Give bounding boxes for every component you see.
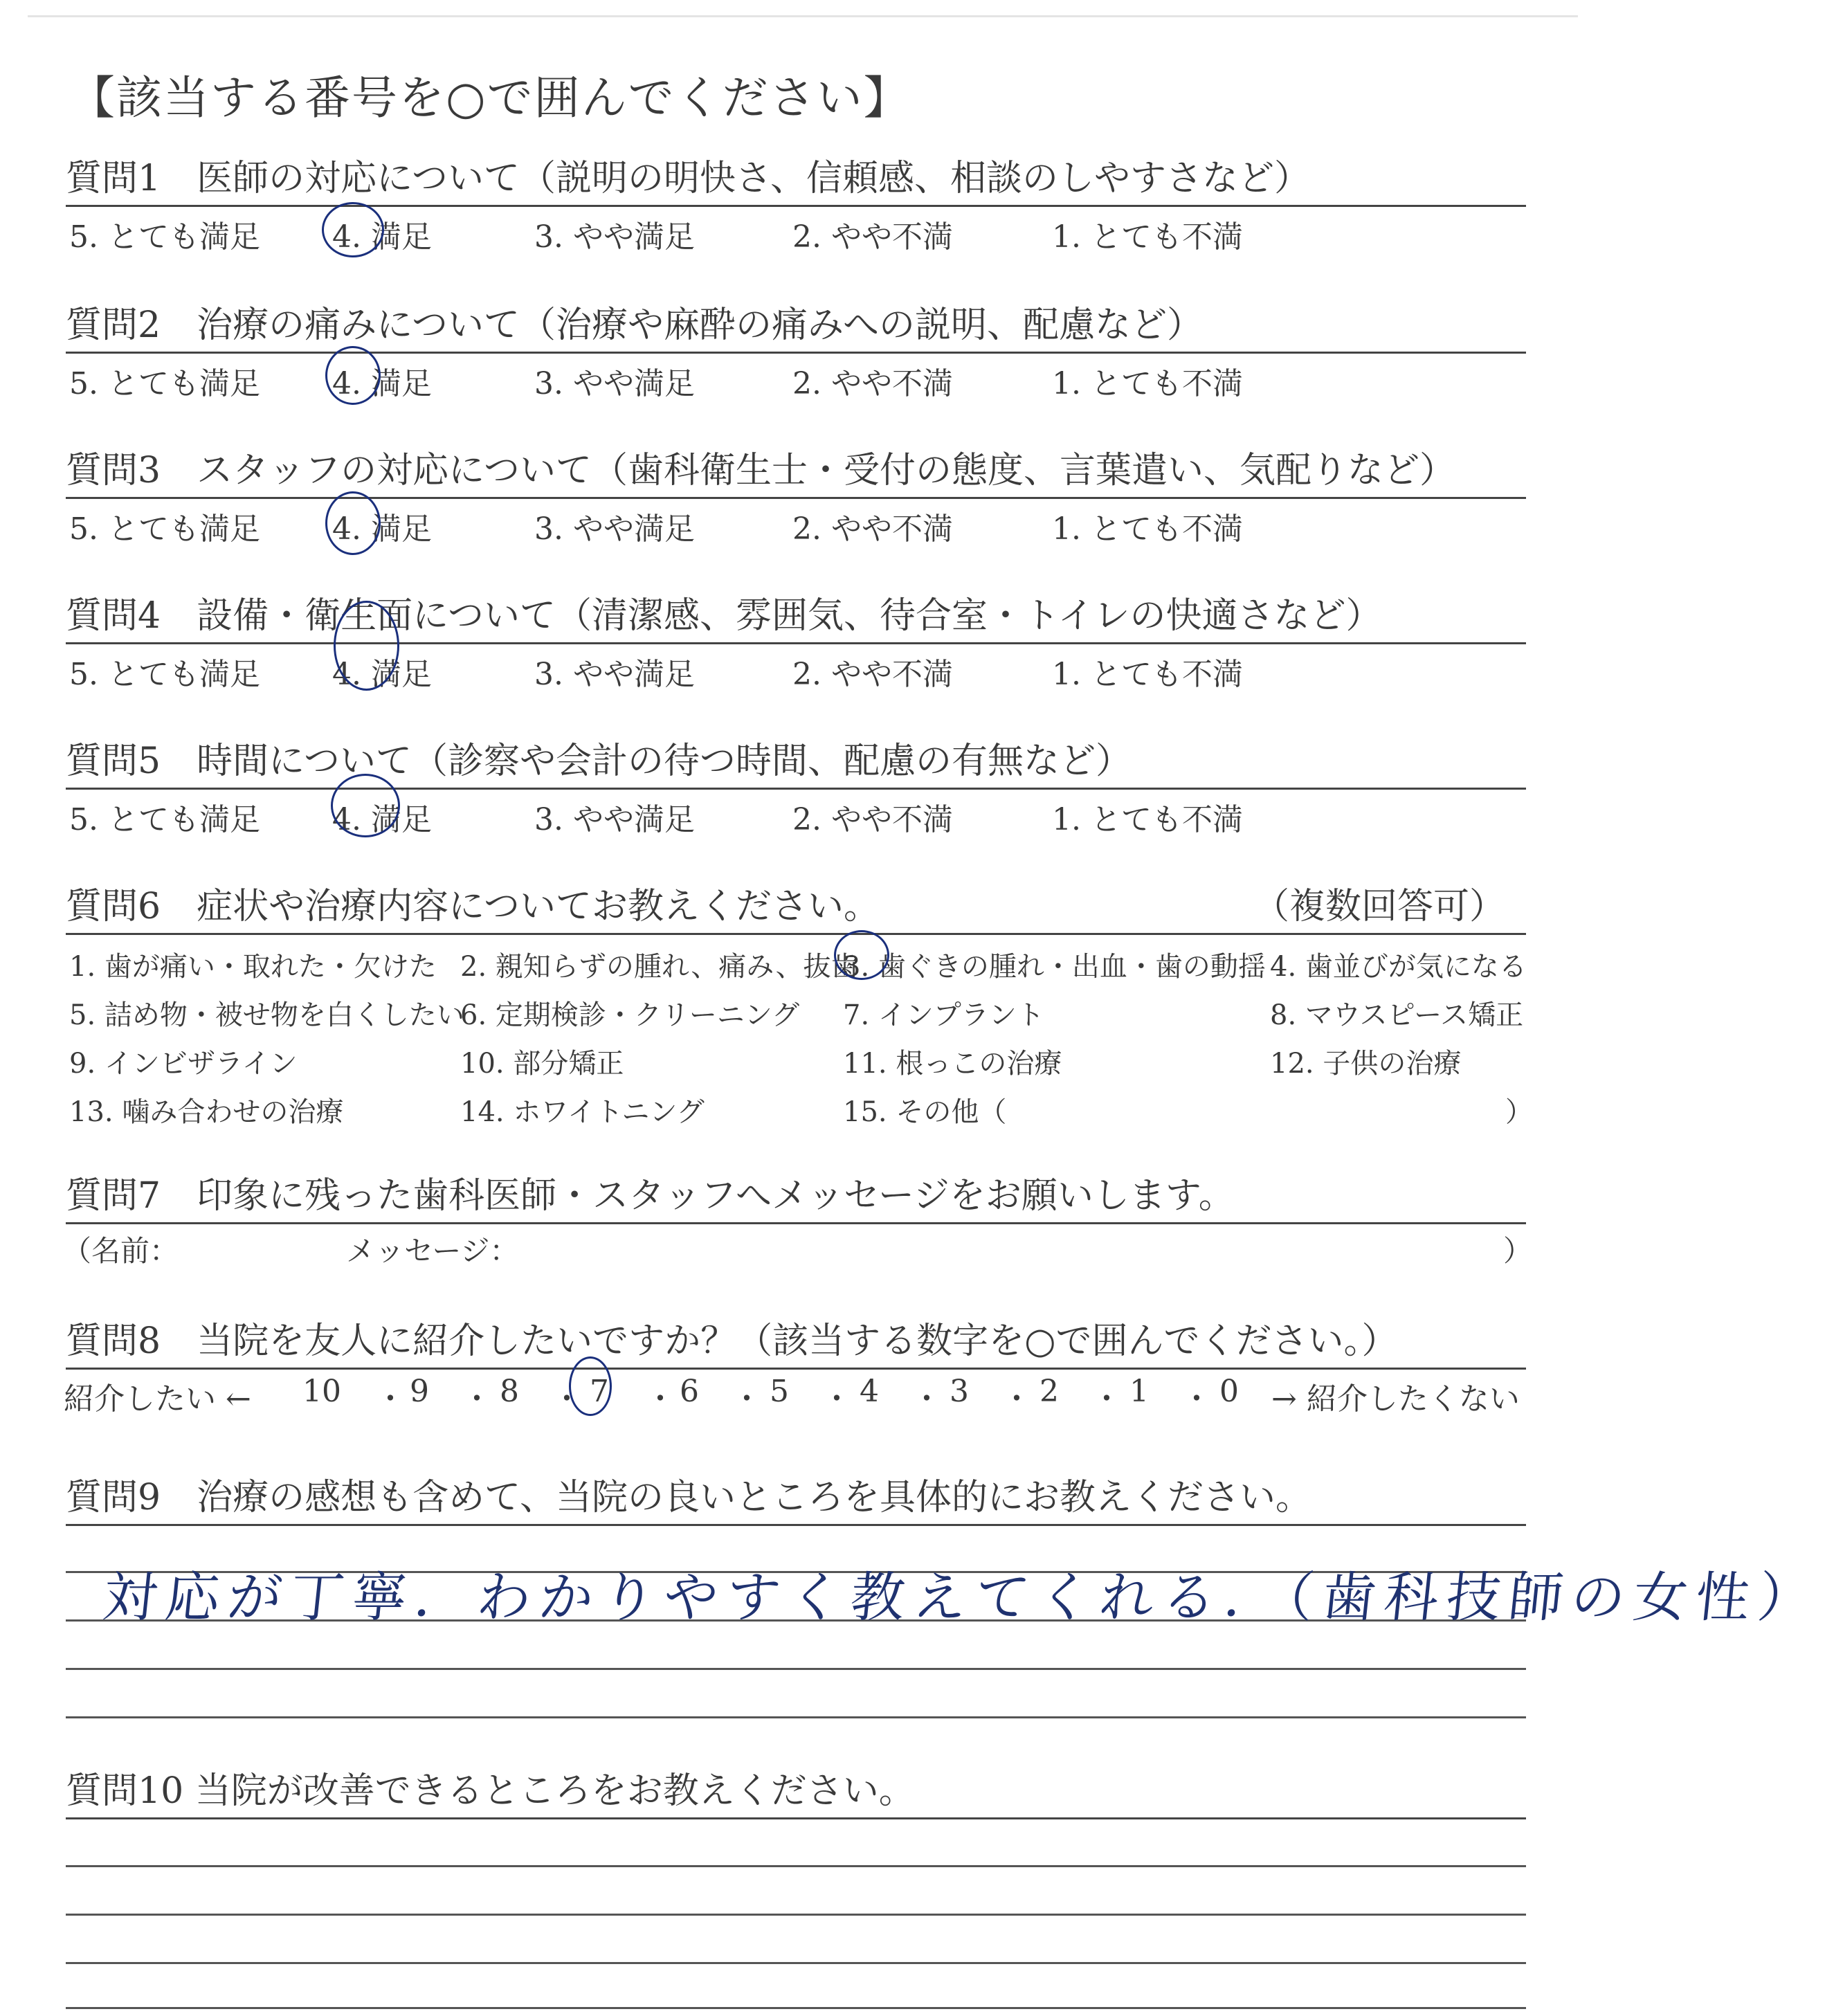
- question-6: [66, 873, 1526, 935]
- question-1: [66, 145, 1526, 207]
- symptom-option-5[interactable]: 5. 詰め物・被せ物を白くしたい: [69, 999, 464, 1031]
- scale-9[interactable]: 9: [410, 1374, 429, 1409]
- question-3: [66, 437, 1526, 499]
- scale-sep: ・: [645, 1381, 675, 1417]
- answer-line: [66, 1914, 1526, 1916]
- question-8: [66, 1308, 1526, 1370]
- option-5[interactable]: 5. とても満足: [69, 219, 260, 255]
- question-7: [66, 1163, 1526, 1224]
- scale-5[interactable]: 5: [770, 1374, 789, 1409]
- option-1[interactable]: 1. とても不満: [1052, 366, 1243, 401]
- symptom-option-7[interactable]: 7. インプラント: [843, 999, 1044, 1031]
- option-5[interactable]: 5. とても満足: [69, 802, 260, 837]
- question-1-title: 質問1 医師の対応について（説明の明快さ、信頼感、相談のしやすさなど）: [66, 158, 1310, 199]
- question-4-options: [69, 649, 1523, 691]
- question-2: [66, 292, 1526, 354]
- symptom-option-13[interactable]: 13. 噛み合わせの治療: [69, 1096, 344, 1128]
- option-2[interactable]: 2. やや不満: [792, 802, 953, 837]
- symptom-option-1[interactable]: 1. 歯が痛い・取れた・欠けた: [69, 951, 437, 983]
- symptom-option-3[interactable]: 3. 歯ぐきの腫れ・出血・歯の動揺: [843, 951, 1266, 983]
- q3-selected-circle: [325, 491, 381, 555]
- scale-7[interactable]: 7: [590, 1374, 609, 1409]
- option-2[interactable]: 2. やや不満: [792, 219, 953, 255]
- q9-handwritten-answer[interactable]: 対応が丁寧．わかりやすく教えてくれる．（歯科技師の女性）: [100, 1567, 1824, 1629]
- scale-left-label: 紹介したい ←: [64, 1381, 251, 1417]
- scale-sep: ・: [375, 1381, 406, 1417]
- question-5-title: 質問5 時間について（診察や会計の待つ時間、配慮の有無など）: [66, 741, 1132, 782]
- symptom-option-4[interactable]: 4. 歯並びが気になる: [1270, 951, 1527, 983]
- scale-6[interactable]: 6: [680, 1374, 699, 1409]
- message-close-paren: ）: [1503, 1234, 1533, 1268]
- option-4[interactable]: 4. 満足: [332, 511, 432, 547]
- question-10-title: 質問10 当院が改善できるところをお教えください。: [66, 1770, 915, 1812]
- q5-selected-circle: [331, 774, 400, 837]
- scale-sep: ・: [1181, 1381, 1212, 1417]
- answer-line: [66, 1668, 1526, 1670]
- option-3[interactable]: 3. やや満足: [534, 511, 695, 547]
- q2-selected-circle: [325, 346, 381, 405]
- name-label[interactable]: （名前：: [62, 1234, 179, 1268]
- question-4: [66, 583, 1526, 644]
- option-3[interactable]: 3. やや満足: [534, 366, 695, 401]
- question-7-title: 質問7 印象に残った歯科医師・スタッフへメッセージをお願いします。: [66, 1175, 1235, 1217]
- scale-sep: ・: [462, 1381, 492, 1417]
- answer-line: [66, 1865, 1526, 1867]
- question-9-title: 質問9 治療の感想も含めて、当院の良いところを具体的にお教えください。: [66, 1477, 1312, 1518]
- scale-sep: ・: [1091, 1381, 1122, 1417]
- question-2-title: 質問2 治療の痛みについて（治療や麻酔の痛みへの説明、配慮など）: [66, 305, 1204, 346]
- option-1[interactable]: 1. とても不満: [1052, 511, 1243, 547]
- scale-0[interactable]: 0: [1219, 1374, 1239, 1409]
- question-2-options: [69, 358, 1523, 400]
- scale-sep: ・: [1001, 1381, 1032, 1417]
- option-5[interactable]: 5. とても満足: [69, 511, 260, 547]
- option-3[interactable]: 3. やや満足: [534, 657, 695, 692]
- option-1[interactable]: 1. とても不満: [1052, 219, 1243, 255]
- message-label[interactable]: メッセージ：: [346, 1234, 519, 1268]
- question-6-title: 質問6 症状や治療内容についてお教えください。: [66, 886, 880, 927]
- option-3[interactable]: 3. やや満足: [534, 802, 695, 837]
- answer-line: [66, 2007, 1526, 2009]
- scale-10[interactable]: 10: [302, 1374, 341, 1409]
- option-3[interactable]: 3. やや満足: [534, 219, 695, 255]
- symptom-option-6[interactable]: 6. 定期検診・クリーニング: [460, 999, 800, 1031]
- scale-right-label: → 紹介したくない: [1271, 1381, 1520, 1417]
- question-1-options: [69, 212, 1523, 253]
- symptom-option-15[interactable]: 15. その他（: [843, 1096, 1007, 1128]
- answer-line: [66, 1716, 1526, 1718]
- question-8-title: 質問8 当院を友人に紹介したいですか？（該当する数字を○で囲んでください。）: [66, 1320, 1398, 1362]
- form-instruction-header: 【該当する番号を○で囲んでください】: [69, 71, 911, 125]
- question-5: [66, 728, 1526, 790]
- symptom-option-11[interactable]: 11. 根っこの治療: [843, 1048, 1062, 1080]
- scale-2[interactable]: 2: [1039, 1374, 1059, 1409]
- option-5[interactable]: 5. とても満足: [69, 657, 260, 692]
- question-4-title: 質問4 設備・衛生面について（清潔感、雰囲気、待合室・トイレの快適さなど）: [66, 595, 1382, 637]
- option-2[interactable]: 2. やや不満: [792, 366, 953, 401]
- scale-sep: ・: [552, 1381, 582, 1417]
- q4-selected-circle: [334, 601, 399, 691]
- scale-1[interactable]: 1: [1129, 1374, 1149, 1409]
- scale-sep: ・: [911, 1381, 942, 1417]
- scale-sep: ・: [821, 1381, 852, 1417]
- q8-selected-circle: [569, 1356, 612, 1416]
- option-5[interactable]: 5. とても満足: [69, 366, 260, 401]
- question-6-note: （複数回答可）: [1253, 886, 1505, 927]
- question-7-fields: [62, 1228, 1533, 1270]
- option-4[interactable]: 4. 満足: [332, 366, 432, 401]
- scale-8[interactable]: 8: [500, 1374, 519, 1409]
- referral-scale: [64, 1374, 1531, 1415]
- symptom-option-2[interactable]: 2. 親知らずの腫れ、痛み、抜歯: [460, 951, 859, 983]
- symptom-option-8[interactable]: 8. マウスピース矯正: [1270, 999, 1524, 1031]
- question-9: [66, 1464, 1526, 1526]
- scale-sep: ・: [732, 1381, 762, 1417]
- option-1[interactable]: 1. とても不満: [1052, 802, 1243, 837]
- option-4[interactable]: 4. 満足: [332, 219, 432, 255]
- q6-selected-circle: [834, 930, 889, 980]
- symptom-option-10[interactable]: 10. 部分矯正: [460, 1048, 624, 1080]
- symptom-option-14[interactable]: 14. ホワイトニング: [460, 1096, 705, 1128]
- symptom-option-9[interactable]: 9. インビザライン: [69, 1048, 298, 1080]
- option-2[interactable]: 2. やや不満: [792, 657, 953, 692]
- other-close-paren: ）: [1505, 1096, 1533, 1128]
- scale-4[interactable]: 4: [860, 1374, 879, 1409]
- option-2[interactable]: 2. やや不満: [792, 511, 953, 547]
- symptom-option-12[interactable]: 12. 子供の治療: [1270, 1048, 1462, 1080]
- answer-line: [66, 1962, 1526, 1964]
- option-1[interactable]: 1. とても不満: [1052, 657, 1243, 692]
- q1-selected-circle: [322, 202, 384, 257]
- scale-3[interactable]: 3: [950, 1374, 969, 1409]
- option-4[interactable]: 4. 満足: [332, 657, 432, 692]
- option-4[interactable]: 4. 満足: [332, 802, 432, 837]
- question-5-options: [69, 794, 1523, 836]
- page-top-edge: [28, 15, 1578, 17]
- question-10: [66, 1758, 1526, 1819]
- question-3-options: [69, 504, 1523, 545]
- question-3-title: 質問3 スタッフの対応について（歯科衛生士・受付の態度、言葉遣い、気配りなど）: [66, 450, 1456, 491]
